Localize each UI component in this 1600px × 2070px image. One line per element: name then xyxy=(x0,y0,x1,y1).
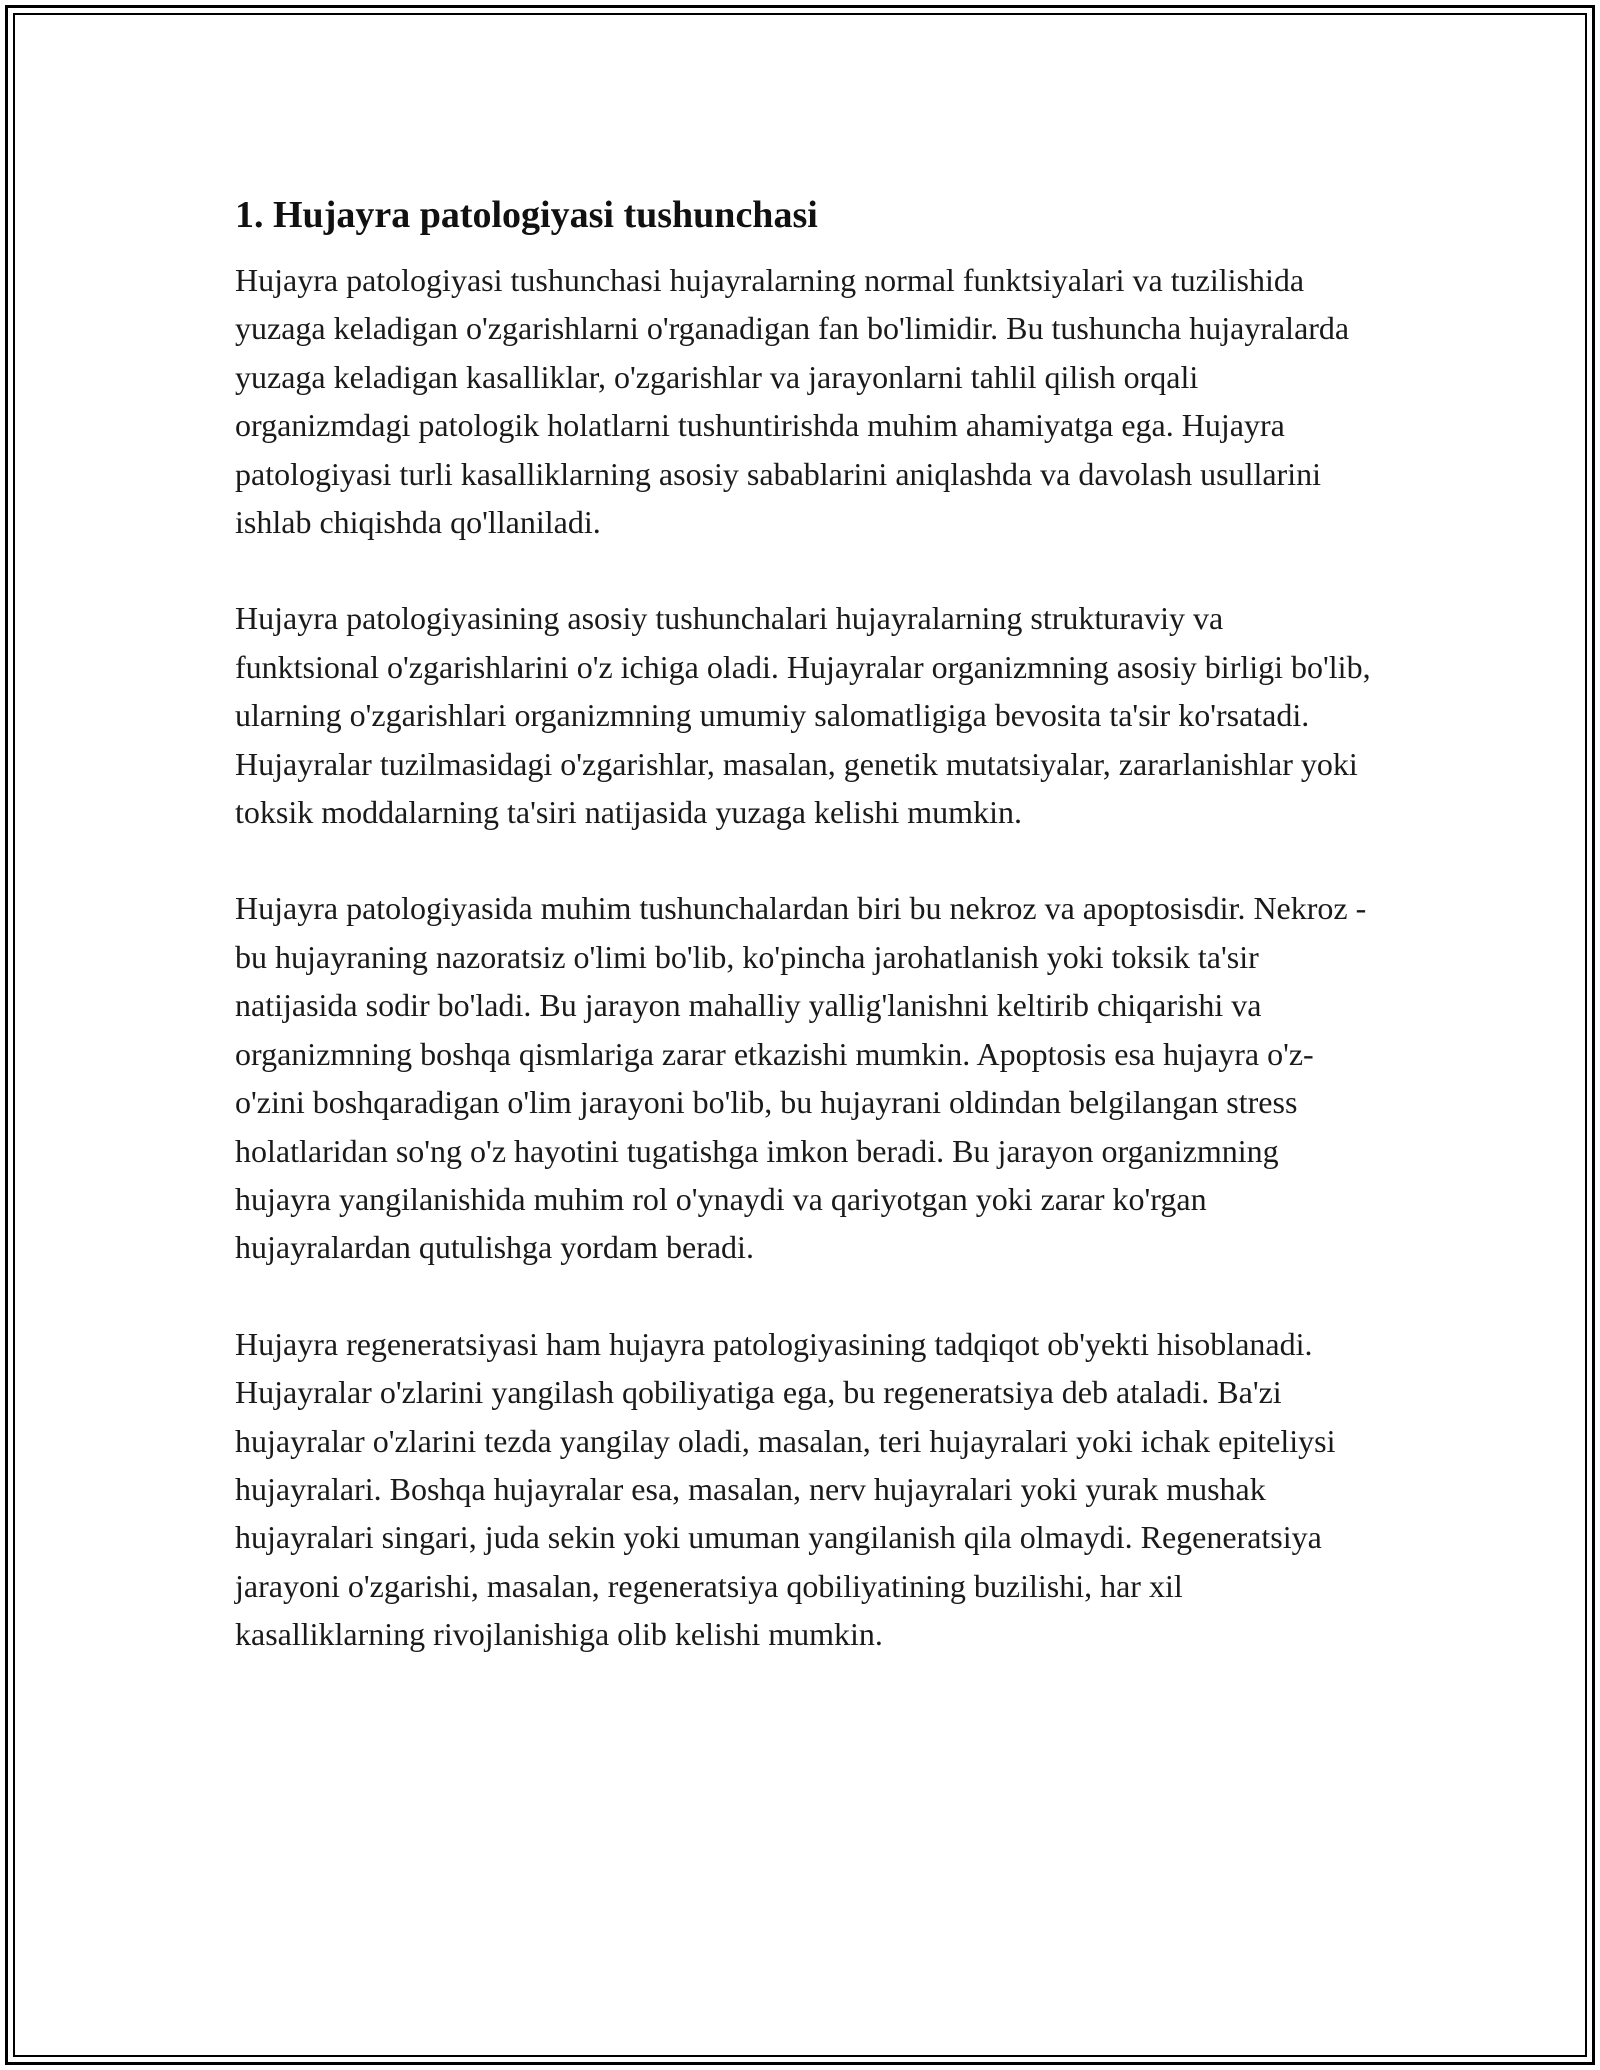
section-heading: 1. Hujayra patologiyasi tushunchasi xyxy=(235,194,818,236)
paragraph-core-concepts: Hujayra patologiyasining asosiy tushunchalari hujayralarning strukturaviy va funktsional o'zgarishlarini o'z ichiga oladi. Hujayralar organizmning asosiy birligi bo'lib, ularning o'zgarishlari organizmning umumiy salomatligiga bevosita ta'sir ko'rsatadi. Hujayralar tuzilmasidagi o'zgarishlar, masalan, genetik mutatsiyalar, zararlanishlar yoki toksik moddalarning ta'siri natijasida yuzaga kelishi mumkin. xyxy=(235,600,1371,831)
document-body xyxy=(235,188,1375,1659)
paragraph-necrosis-apoptosis: Hujayra patologiyasida muhim tushunchalardan biri bu nekroz va apoptosisdir. Nekroz - bu hujayraning nazoratsiz o'limi bo'lib, ko'pincha jarohatlanish yoki toksik ta'sir natijasida sodir bo'ladi. Bu jarayon mahalliy yallig'lanishni keltirib chiqarishi va organizmning boshqa qismlariga zarar etkazishi mumkin. Apoptosis esa hujayra o'z-o'zini boshqaradigan o'lim jarayoni bo'lib, bu hujayrani oldindan belgilangan stress holatlaridan so'ng o'z hayotini tugatishga imkon beradi. Bu jarayon organizmning hujayra yangilanishida muhim rol o'ynaydi va qariyotgan yoki zarar ko'rgan hujayralardan qutulishga yordam beradi. xyxy=(235,890,1367,1266)
paragraph-intro: Hujayra patologiyasi tushunchasi hujayralarning normal funktsiyalari va tuzilishida yuzaga keladigan o'zgarishlarni o'rganadigan fan bo'limidir. Bu tushuncha hujayralarda yuzaga keladigan kasalliklar, o'zgarishlar va jarayonlarni tahlil qilish orqali organizmdagi patologik holatlarni tushuntirishda muhim ahamiyatga ega. Hujayra patologiyasi turli kasalliklarning asosiy sabablarini aniqlashda va davolash usullarini ishlab chiqishda qo'llaniladi. xyxy=(235,262,1350,541)
paragraph-regeneration: Hujayra regeneratsiyasi ham hujayra patologiyasining tadqiqot ob'yekti hisoblanadi. Hujayralar o'zlarini yangilash qobiliyatiga ega, bu regeneratsiya deb ataladi. Ba'zi hujayralar o'zlarini tezda yangilay oladi, masalan, teri hujayralari yoki ichak epiteliysi hujayralari. Boshqa hujayralar esa, masalan, nerv hujayralari yoki yurak mushak hujayralari singari, juda sekin yoki umuman yangilanish qila olmaydi. Regeneratsiya jarayoni o'zgarishi, masalan, regeneratsiya qobiliyatining buzilishi, har xil kasalliklarning rivojlanishiga olib kelishi mumkin. xyxy=(235,1325,1336,1653)
